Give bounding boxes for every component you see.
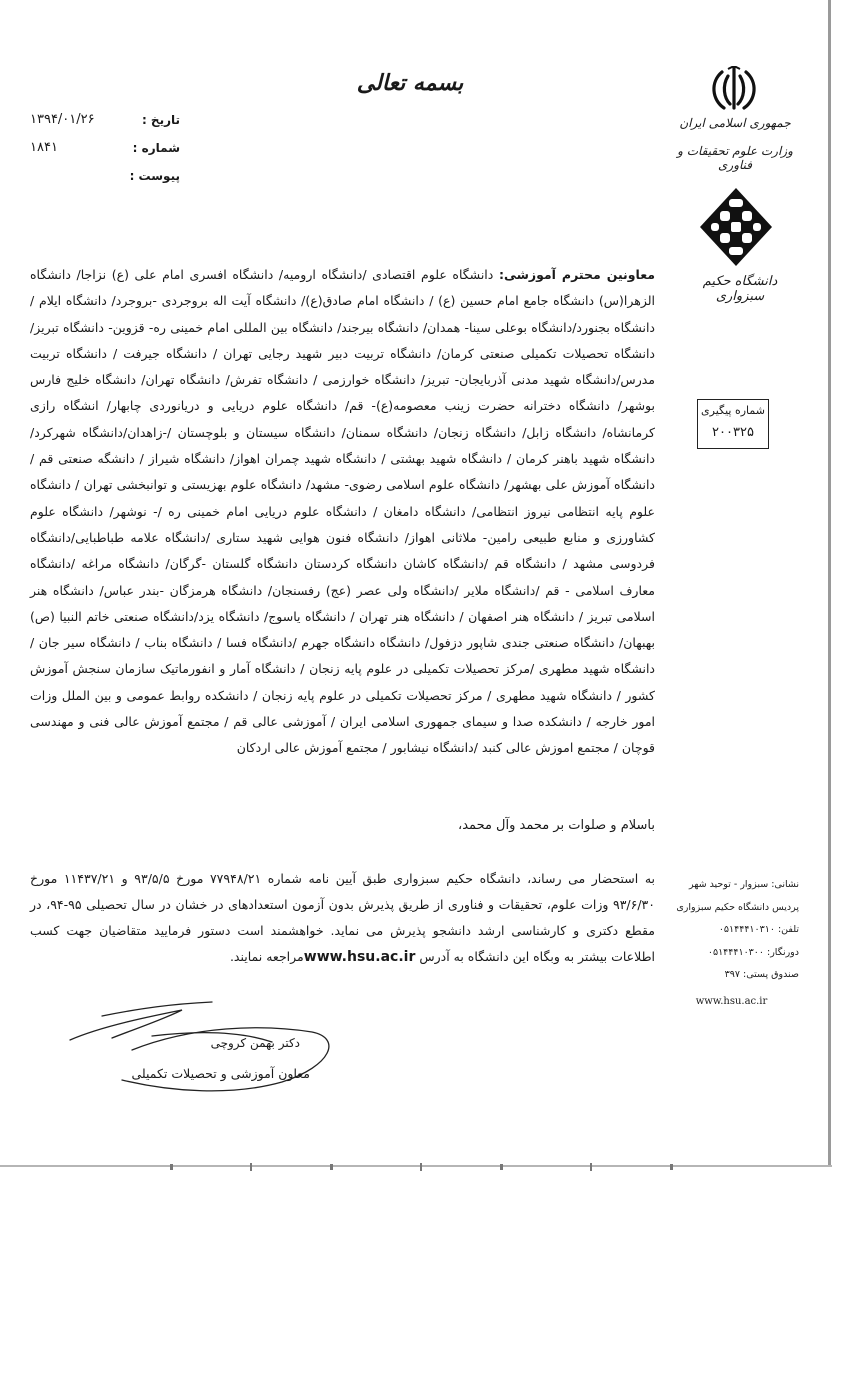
date-label: تاریخ : xyxy=(141,113,180,127)
attachment-row xyxy=(30,162,180,190)
footer-website[interactable]: www.hsu.ac.ir xyxy=(695,995,768,1007)
bismillah-heading: بسمه تعالی xyxy=(356,70,464,96)
signatory-name: دکتر بهمن کروچی xyxy=(210,1036,300,1050)
university-name: دانشگاه حکیم سبزواری xyxy=(702,274,778,304)
attachment-value xyxy=(30,162,112,190)
footer-campus: پردیس دانشگاه حکیم سبزواری xyxy=(676,901,799,913)
website-link[interactable]: www.hsu.ac.ir xyxy=(303,949,416,965)
main-paragraph-closing: مراجعه نمایند. xyxy=(229,949,304,964)
attachment-label: پیوست : xyxy=(129,169,180,183)
main-paragraph xyxy=(30,866,655,970)
tracking-number: ۲۰۰۳۲۵ xyxy=(712,425,754,440)
letter-meta xyxy=(30,106,180,190)
gov-name: جمهوری اسلامی ایران xyxy=(679,116,791,130)
iran-emblem-icon xyxy=(708,66,760,112)
greeting: باسلام و صلوات بر محمد وآل محمد، xyxy=(458,818,655,833)
footer-pobox: صندوق پستی: ۳۹۷ xyxy=(724,969,799,980)
footer-contact xyxy=(664,874,799,1013)
date-row xyxy=(30,106,180,134)
tracking-box xyxy=(697,399,769,449)
number-label: شماره : xyxy=(132,141,180,155)
number-value: ۱۸۴۱ xyxy=(30,140,58,155)
ministry-name: وزارت علوم تحقیقات و فناوری xyxy=(677,144,793,172)
signatory-title: معاون آموزشی و تحصیلات تکمیلی xyxy=(131,1066,310,1081)
recipients-paragraph xyxy=(30,262,655,762)
footer-phone: تلفن: ۰۵۱۴۴۴۱۰۳۱۰ xyxy=(718,924,799,935)
date-value: ۱۳۹۴/۰۱/۲۶ xyxy=(30,112,95,127)
footer-address: نشانی: سبزوار - توحید شهر xyxy=(688,879,799,890)
signature-scribble xyxy=(62,996,344,1106)
number-row xyxy=(30,134,180,162)
scan-bottom-marks xyxy=(170,1160,690,1172)
recipients-list: دانشگاه علوم اقتصادی /دانشگاه ارومیه/ دانشگاه افسری امام علی (ع) نزاجا/ دانشگاه الزهرا(س) دانشگاه جامع امام حسین (ع) / دانشگاه امام صادق(ع)/ دانشگاه آیت اله بروجردی -بروجرد/ دانشگاه ایلام / دانشگاه بجنورد/دانشگاه بوعلی سینا- همدان/ دانشگاه بیرجند/ دانشگاه بین المللی امام خمینی ره- قزوین- دانشگاه تبریز/ دانشگاه تحصیلات تکمیلی صنعتی کرمان/ دانشگاه تربیت دبیر شهید رجایی تهران / دانشگاه جیرفت / دانشگاه تربیت مدرس/دانشگاه شهید مدنی آذربایجان- تبریز/ دانشگاه خوارزمی / دانشگاه تفرش/ دانشگاه تهران/ دانشگاه خلیج فارس بوشهر/ دانشگاه دخترانه حضرت زینب معصومه(ع)- قم/ دانشگاه علوم دریایی و دریانوردی چابهار/ انشگاه رازی کرمانشاه/ دانشگاه زابل/ دانشگاه زنجان/ دانشگاه سمنان/ دانشگاه سیستان و بلوچستان /-زاهدان/دانشگاه شهرکرد/دانشگاه شهید باهنر کرمان / دانشگاه شهید بهشتی / دانشگاه شهید چمران اهواز/ دانشگاه شیراز / دانشگه صنعتی قم / دانشگاه آموزش علی بهشهر/ دانشگاه علوم اسلامی رضوی- مشهد/ دانشگاه علوم بهزیستی و توانبخشی تهران / دانشگاه علوم پایه انتظامی نیروز انتظامی/ دانشگاه دامغان / دانشگاه علوم دریایی امام خمینی ره /- نوشهر/ دانشگاه علوم کشاورزی و منابع طبیعی رامین- ملاثانی اهواز/ دانشگاه فنون هوایی شهید ستاری /دانشگاه علامه طباطبایی/دانشگاه فردوسی مشهد / دانشگاه قم /دانشگاه کاشان دانشگاه کردستان دانشگاه گلستان -گرگان/ دانشگاه مراغه /دانشگاه معارف اسلامی - قم /دانشگاه ملایر /دانشگاه ولی عصر (عج) رفسنجان/ دانشگاه هرمزگان -بندر عباس/ دانشگاه هنر اسلامی تبریز / دانشگاه هنر اصفهان / دانشگاه هنر تهران / دانشگاه یاسوج/ دانشگاه یزد/دانشگاه صنعتی خاتم النبیا (ص) بهبهان/ دانشگاه صنعتی جندی شاپور دزفول/ دانشگاه دانشگاه جهرم /دانشگاه فسا / دانشگاه بناب / دانشگاه سیر جان /دانشگاه شهید مطهری /مرکز تحصیلات تکمیلی در علوم پایه زنجان / دانشگاه آمار و انفورماتیک سازمان سنجش آموزش کشور / دانشگاه شهید مطهری / مرکز تحصیلات تکمیلی در علوم پایه زنجان / دانشکده روابط عمومی و بین الملل وزات امور خارجه / دانشکده صدا و سیمای جمهوری اسلامی ایران / آموزشی عالی قم / مجتمع آموزش عالی فنی و مهندسی قوچان / مجتمع اموزش عالی کنبد /دانشگاه نیشابور / مجتمع آموزش عالی اردکان xyxy=(30,267,655,756)
main-paragraph-text: به استحضار می رساند، دانشگاه حکیم سبزواری طبق آیین نامه شماره ۷۷۹۴۸/۲۱ مورخ ۹۳/۵/۵ و ۱۱۴۳۷/۲۱ مورخ ۹۳/۶/۳۰ وزات علوم، تحقیقات و فناوری از طریق پذیرش بدون آزمون استعدادهای در خشان در سال تحصیلی ۹۵-۹۴، در مقطع دکتری و کارشناسی ارشد دانشجو پذیرش می نماید. خواهشمند است دستور فرمایید متقاضیان جهت کسب اطلاعات بیشتر به وبگاه این دانشگاه به آدرس xyxy=(30,871,656,964)
tracking-label: شماره پیگیری xyxy=(701,404,765,417)
footer-fax: دورنگار: ۰۵۱۴۴۴۱۰۳۰۰ xyxy=(707,946,799,958)
recipients-lead: معاونین محترم آموزشی: xyxy=(498,267,656,282)
sheet-edge xyxy=(828,0,831,1165)
hsu-knot-logo-icon xyxy=(698,186,774,268)
